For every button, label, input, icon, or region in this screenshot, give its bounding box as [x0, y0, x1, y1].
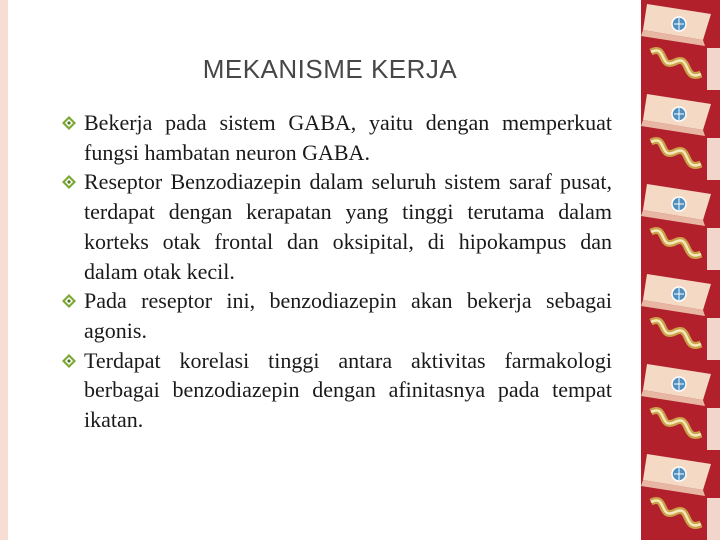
- decorative-book-panel: [641, 0, 720, 540]
- bullet-item: [60, 346, 612, 435]
- diamond-bullet-icon: [62, 354, 76, 368]
- bullet-item: [60, 286, 612, 345]
- bullet-list: [60, 108, 612, 435]
- bullet-text: Terdapat korelasi tinggi antara aktivitas farmakologi berbagai benzodiazepin dengan afinitasnya pada tempat ikatan.: [84, 347, 612, 433]
- book-globe-icon: [641, 450, 720, 540]
- bullet-item: [60, 167, 612, 286]
- bullet-text: Bekerja pada sistem GABA, yaitu dengan memperkuat fungsi hambatan neuron GABA.: [84, 110, 612, 165]
- diamond-bullet-icon: [62, 294, 76, 308]
- left-border-strip: [0, 0, 8, 540]
- book-globe-icon: [641, 90, 720, 180]
- book-globe-icon: [641, 0, 720, 90]
- book-globe-icon: [641, 180, 720, 270]
- bullet-text: Pada reseptor ini, benzodiazepin akan bekerja sebagai agonis.: [84, 288, 612, 343]
- slide-title: MEKANISME KERJA: [202, 54, 458, 84]
- book-globe-icon: [641, 270, 720, 360]
- book-globe-icon: [641, 360, 720, 450]
- bullet-text: Reseptor Benzodiazepin dalam seluruh sistem saraf pusat, terdapat dengan kerapatan yang tinggi terutama dalam korteks otak frontal dan oksipital, di hipokampus dan dalam otak kecil.: [84, 169, 612, 284]
- diamond-bullet-icon: [62, 116, 76, 130]
- diamond-bullet-icon: [62, 175, 76, 189]
- bullet-item: [60, 108, 612, 167]
